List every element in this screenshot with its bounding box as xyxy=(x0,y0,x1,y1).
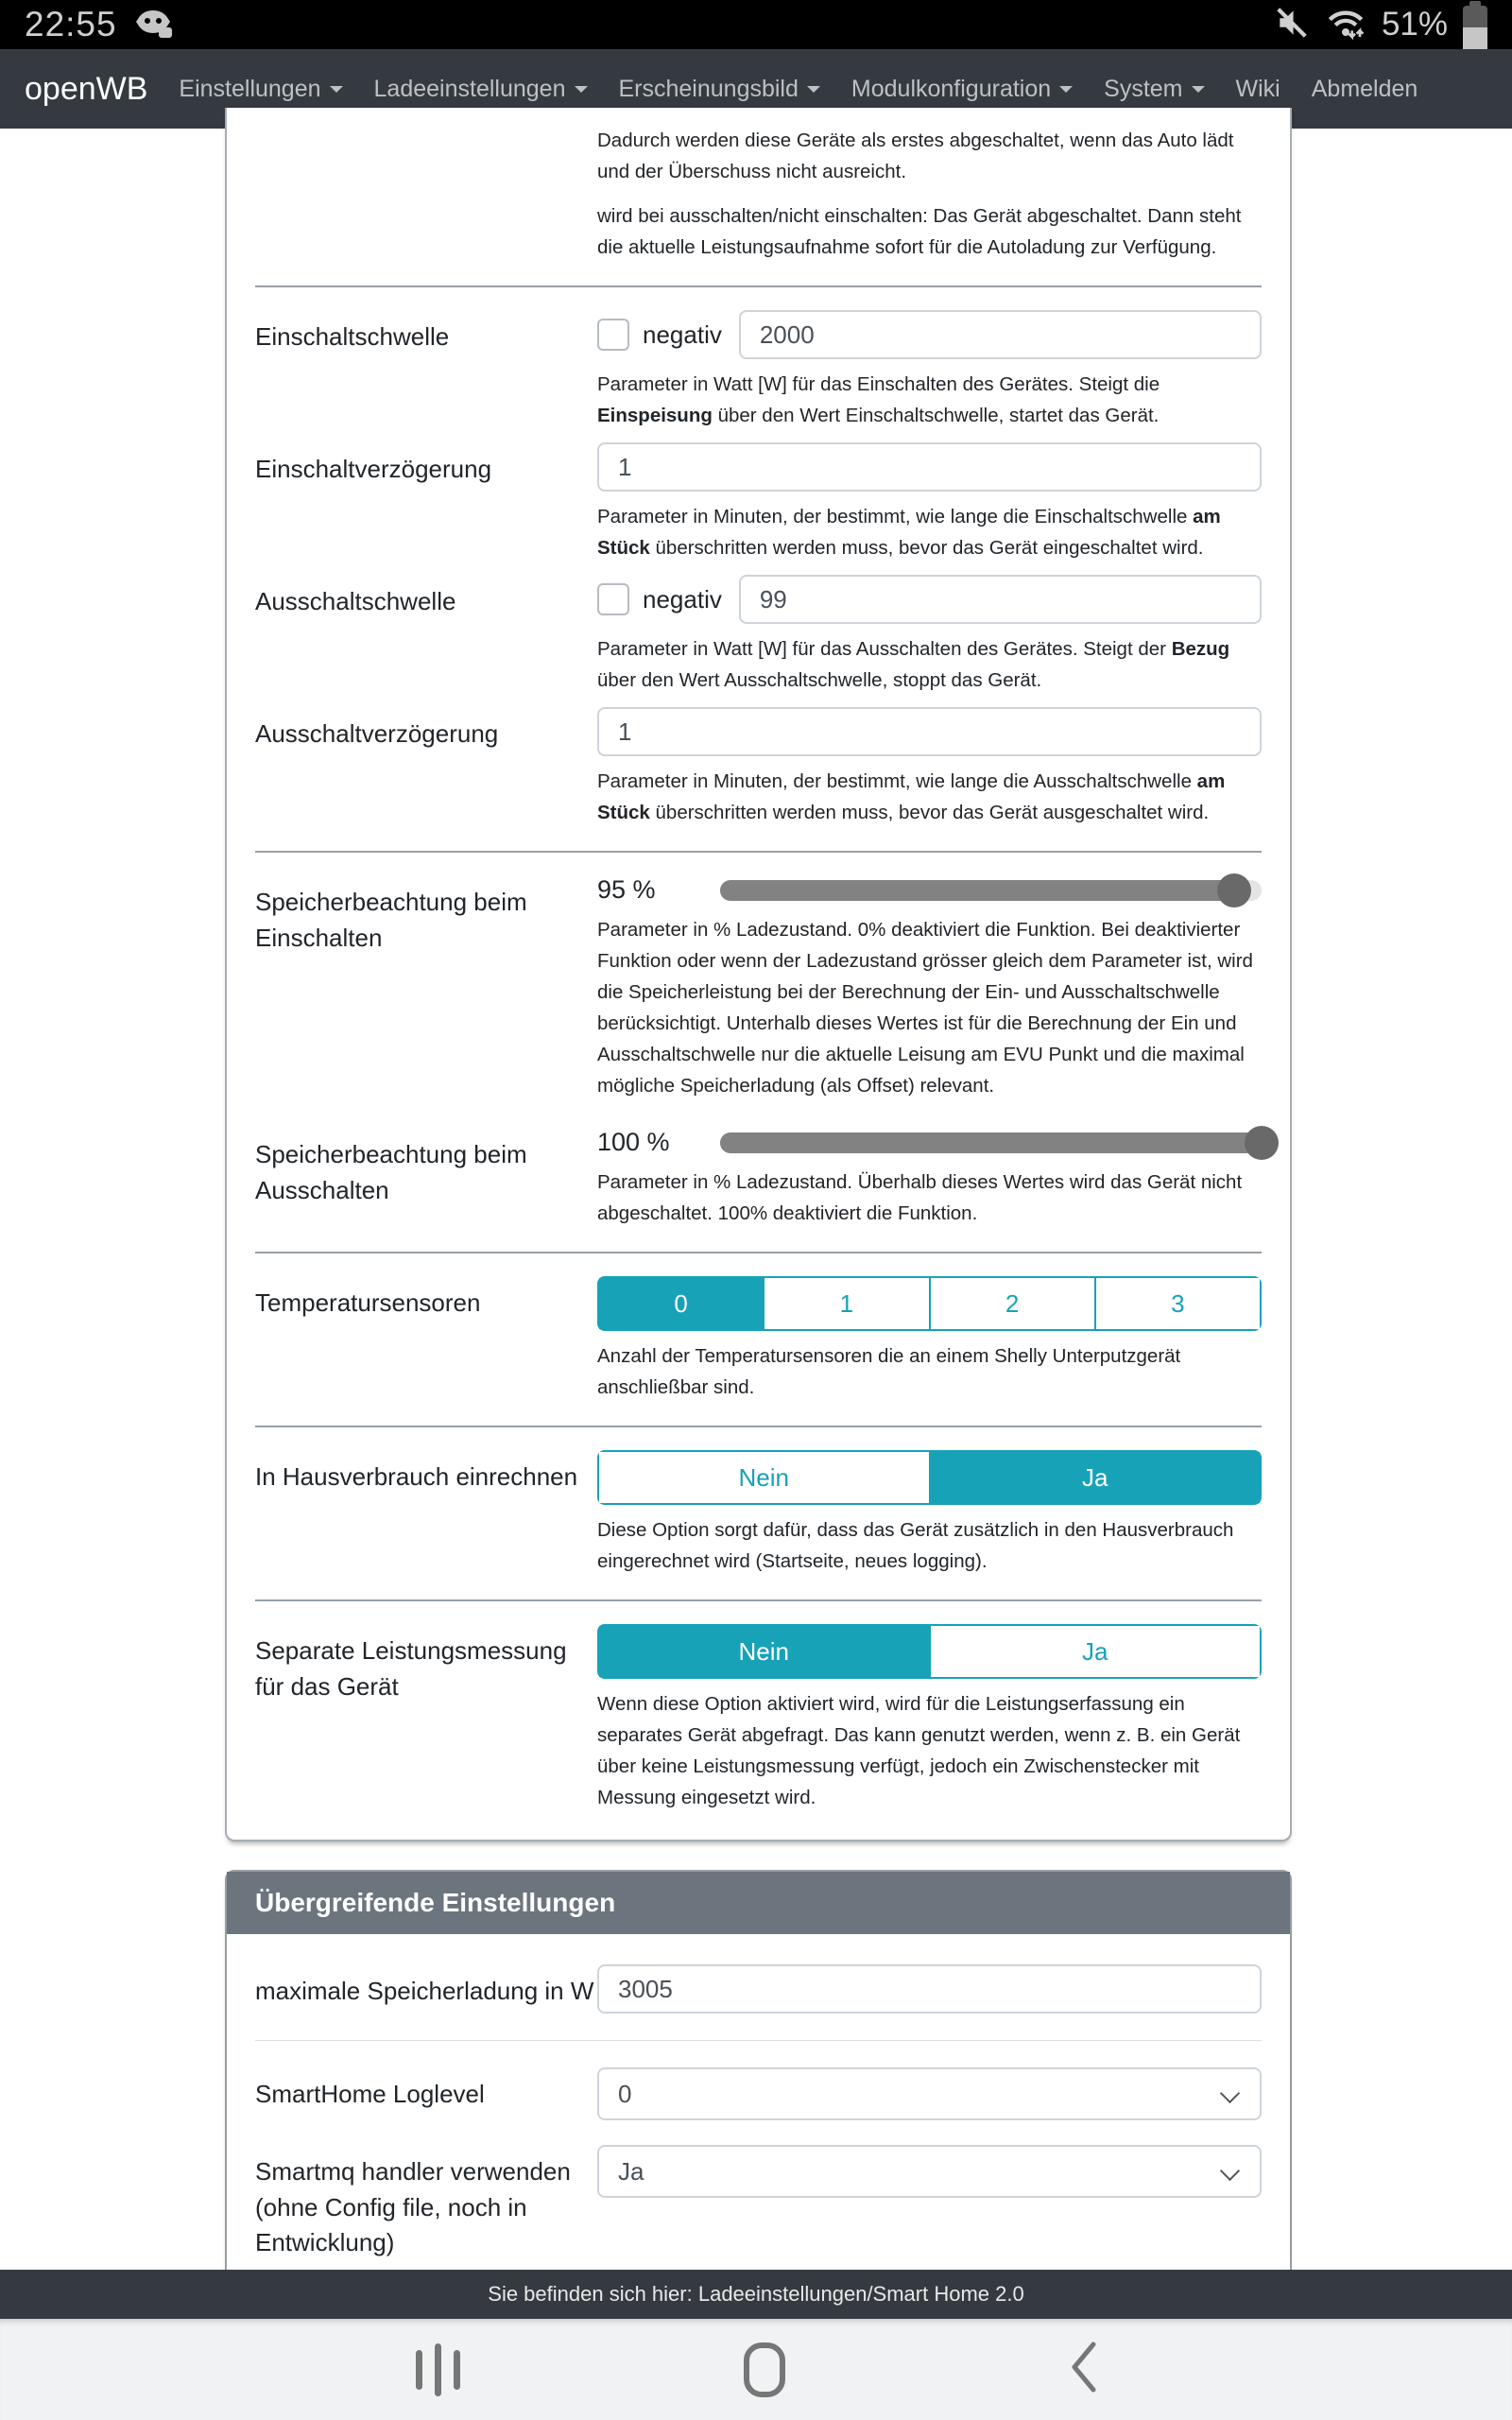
nav-erscheinungsbild[interactable]: Erscheinungsbild xyxy=(619,76,820,103)
android-navigation-bar xyxy=(0,2319,1512,2420)
row-divider xyxy=(255,2040,1262,2041)
field-ausschaltschwelle xyxy=(255,575,1262,696)
chevron-down-icon xyxy=(807,86,820,99)
nav-wiki[interactable]: Wiki xyxy=(1235,75,1280,102)
global-settings-card xyxy=(225,1870,1292,2303)
nav-ladeeinstellungen[interactable]: Ladeeinstellungen xyxy=(374,76,588,103)
chevron-down-icon xyxy=(1220,2083,1240,2103)
breadcrumb-bar xyxy=(0,2270,1512,2319)
field-label: Smartmq handler verwenden (ohne Config file, noch in Entwicklung) xyxy=(255,2157,571,2257)
field-help: Anzahl der Temperatursensoren die an einem Shelly Unterputzgerät anschließbar sind. xyxy=(597,1345,1181,1398)
option-3[interactable]: 3 xyxy=(1094,1278,1260,1329)
field-einschaltverzoegerung xyxy=(255,442,1262,563)
option-nein[interactable]: Nein xyxy=(599,1452,929,1503)
slider-value: 100 % xyxy=(597,1128,670,1156)
field-loglevel xyxy=(255,2067,1262,2120)
field-separate-messung xyxy=(255,1624,1262,1813)
home-icon[interactable] xyxy=(744,2342,785,2397)
field-label: SmartHome Loglevel xyxy=(255,2080,485,2108)
section-divider xyxy=(255,1426,1262,1427)
field-label: In Hausverbrauch einrechnen xyxy=(255,1462,578,1491)
clock: 22:55 xyxy=(25,5,117,43)
option-2[interactable]: 2 xyxy=(929,1278,1094,1329)
battery-percent: 51% xyxy=(1381,6,1448,43)
nav-modulkonfiguration[interactable]: Modulkonfiguration xyxy=(851,76,1073,103)
negativ-checkbox[interactable] xyxy=(597,583,629,615)
hausverbrauch-toggle xyxy=(597,1450,1262,1505)
brand-logo[interactable]: openWB xyxy=(25,70,148,107)
recent-apps-icon[interactable] xyxy=(416,2343,460,2396)
option-ja[interactable]: Ja xyxy=(929,1452,1261,1503)
discord-notification-icon xyxy=(134,7,176,43)
field-help: Wenn diese Option aktiviert wird, wird für die Leistungserfassung ein separates Gerät abgefragt. Das kann genutzt werden, wenn z. B. ein Gerät über keine Leistungsmessung verfügt, jedoch ein Zwischenstecker mit Messung eingesetzt wird. xyxy=(597,1693,1241,1808)
max-speicherladung-input[interactable] xyxy=(597,1964,1262,2014)
field-label: Speicherbeachtung beim Ausschalten xyxy=(255,1140,527,1204)
field-einschaltschwelle xyxy=(255,310,1262,431)
mute-icon xyxy=(1274,5,1310,45)
field-help: Parameter in Minuten, der bestimmt, wie lange die Einschaltschwelle am Stück überschritten werden muss, bevor das Gerät eingeschaltet wird. xyxy=(597,506,1221,559)
field-label: Speicherbeachtung beim Einschalten xyxy=(255,888,527,952)
field-label: Ausschaltverzögerung xyxy=(255,719,499,748)
einschaltschwelle-input[interactable] xyxy=(739,310,1262,359)
option-ja[interactable]: Ja xyxy=(929,1626,1261,1677)
ausschaltschwelle-input[interactable] xyxy=(739,575,1262,624)
ausschaltverzoegerung-input[interactable] xyxy=(597,707,1262,756)
loglevel-select[interactable]: 0 xyxy=(597,2067,1262,2120)
slider-thumb[interactable] xyxy=(1245,1126,1279,1160)
field-smartmq xyxy=(255,2145,1262,2261)
field-help: Parameter in Minuten, der bestimmt, wie lange die Ausschaltschwelle am Stück überschritten werden muss, bevor das Gerät ausgeschaltet wird. xyxy=(597,770,1226,823)
negativ-checkbox[interactable] xyxy=(597,319,629,351)
field-label: Separate Leistungsmessung für das Gerät xyxy=(255,1636,567,1701)
device-settings-card xyxy=(225,108,1292,1841)
section-divider xyxy=(255,1252,1262,1253)
field-label: Einschaltschwelle xyxy=(255,322,450,351)
smartmq-select[interactable]: Ja xyxy=(597,2145,1262,2198)
field-ausschaltverzoegerung xyxy=(255,707,1262,828)
option-nein[interactable]: Nein xyxy=(599,1626,929,1677)
field-speicher-ausschalten xyxy=(255,1128,1262,1229)
field-label: maximale Speicherladung in W xyxy=(255,1977,594,2005)
wifi-icon xyxy=(1325,4,1366,46)
field-speicher-einschalten xyxy=(255,875,1262,1101)
field-help: Parameter in % Ladezustand. 0% deaktiviert die Funktion. Bei deaktivierter Funktion oder wenn der Ladezustand grösser gleich dem Parameter ist, wird die Speicherleistung bei der Berechnung der Ein- und Ausschaltschwelle berücksichtigt. Unterhalb dieses Wertes ist für die Berechnung der Ein und Ausschaltschwelle nur die aktuelle Leisung am EVU Punkt und die maximal mögliche Speicherladung (als Offset) relevant. xyxy=(597,919,1253,1097)
option-0[interactable]: 0 xyxy=(599,1278,763,1329)
chevron-down-icon xyxy=(1059,86,1073,99)
field-help: Parameter in Watt [W] für das Einschalten des Gerätes. Steigt die Einspeisung über den Wert Einschaltschwelle, startet das Gerät. xyxy=(597,373,1160,426)
field-help: Parameter in % Ladezustand. Überhalb dieses Wertes wird das Gerät nicht abgeschaltet. 100% deaktiviert die Funktion. xyxy=(597,1171,1243,1224)
einschaltverzoegerung-input[interactable] xyxy=(597,442,1262,492)
negativ-label: negativ xyxy=(643,320,722,349)
slider-thumb[interactable] xyxy=(1217,873,1251,908)
section-divider xyxy=(255,851,1262,853)
status-bar xyxy=(0,0,1512,49)
section-divider xyxy=(255,285,1262,287)
slider-value: 95 % xyxy=(597,875,656,904)
page-content xyxy=(0,108,1512,2257)
field-max-speicherladung xyxy=(255,1964,1262,2014)
breadcrumb: Sie befinden sich hier: Ladeeinstellungen/Smart Home 2.0 xyxy=(488,2282,1024,2306)
field-hausverbrauch xyxy=(255,1450,1262,1577)
device-intro-text: Dadurch werden diese Geräte als erstes abgeschaltet, wenn das Auto lädt und der Überschuss nicht ausreicht. wird bei ausschalten/nicht einschalten: Das Gerät abgeschaltet. Dann steht die aktuelle Leistungsaufnahme sofort für die Autoladung zur Verfügung. xyxy=(597,130,1242,258)
separate-messung-toggle xyxy=(597,1624,1262,1679)
chevron-down-icon xyxy=(330,86,343,99)
chevron-down-icon xyxy=(1192,86,1205,99)
chevron-down-icon xyxy=(1220,2161,1240,2181)
nav-system[interactable]: System xyxy=(1104,76,1204,103)
option-1[interactable]: 1 xyxy=(763,1278,928,1329)
back-icon[interactable] xyxy=(1069,2340,1097,2399)
negativ-label: negativ xyxy=(643,584,722,614)
field-help: Diese Option sorgt dafür, dass das Gerät zusätzlich in den Hausverbrauch eingerechnet wird (Startseite, neues logging). xyxy=(597,1519,1234,1572)
field-label: Ausschaltschwelle xyxy=(255,587,456,615)
field-help: Parameter in Watt [W] für das Ausschalten des Gerätes. Steigt der Bezug über den Wert Ausschaltschwelle, stoppt das Gerät. xyxy=(597,638,1230,691)
field-label: Einschaltverzögerung xyxy=(255,455,492,483)
speicher-einschalten-slider[interactable] xyxy=(720,880,1262,901)
chevron-down-icon xyxy=(575,86,588,99)
speicher-ausschalten-slider[interactable] xyxy=(720,1132,1262,1153)
field-label: Temperatursensoren xyxy=(255,1288,481,1317)
card-header: Übergreifende Einstellungen xyxy=(227,1872,1290,1934)
nav-einstellungen[interactable]: Einstellungen xyxy=(179,76,342,103)
section-divider xyxy=(255,1599,1262,1601)
battery-icon xyxy=(1463,1,1487,49)
nav-abmelden[interactable]: Abmelden xyxy=(1311,75,1418,102)
field-temperatursensoren xyxy=(255,1276,1262,1403)
temperatursensoren-segmented xyxy=(597,1276,1262,1331)
